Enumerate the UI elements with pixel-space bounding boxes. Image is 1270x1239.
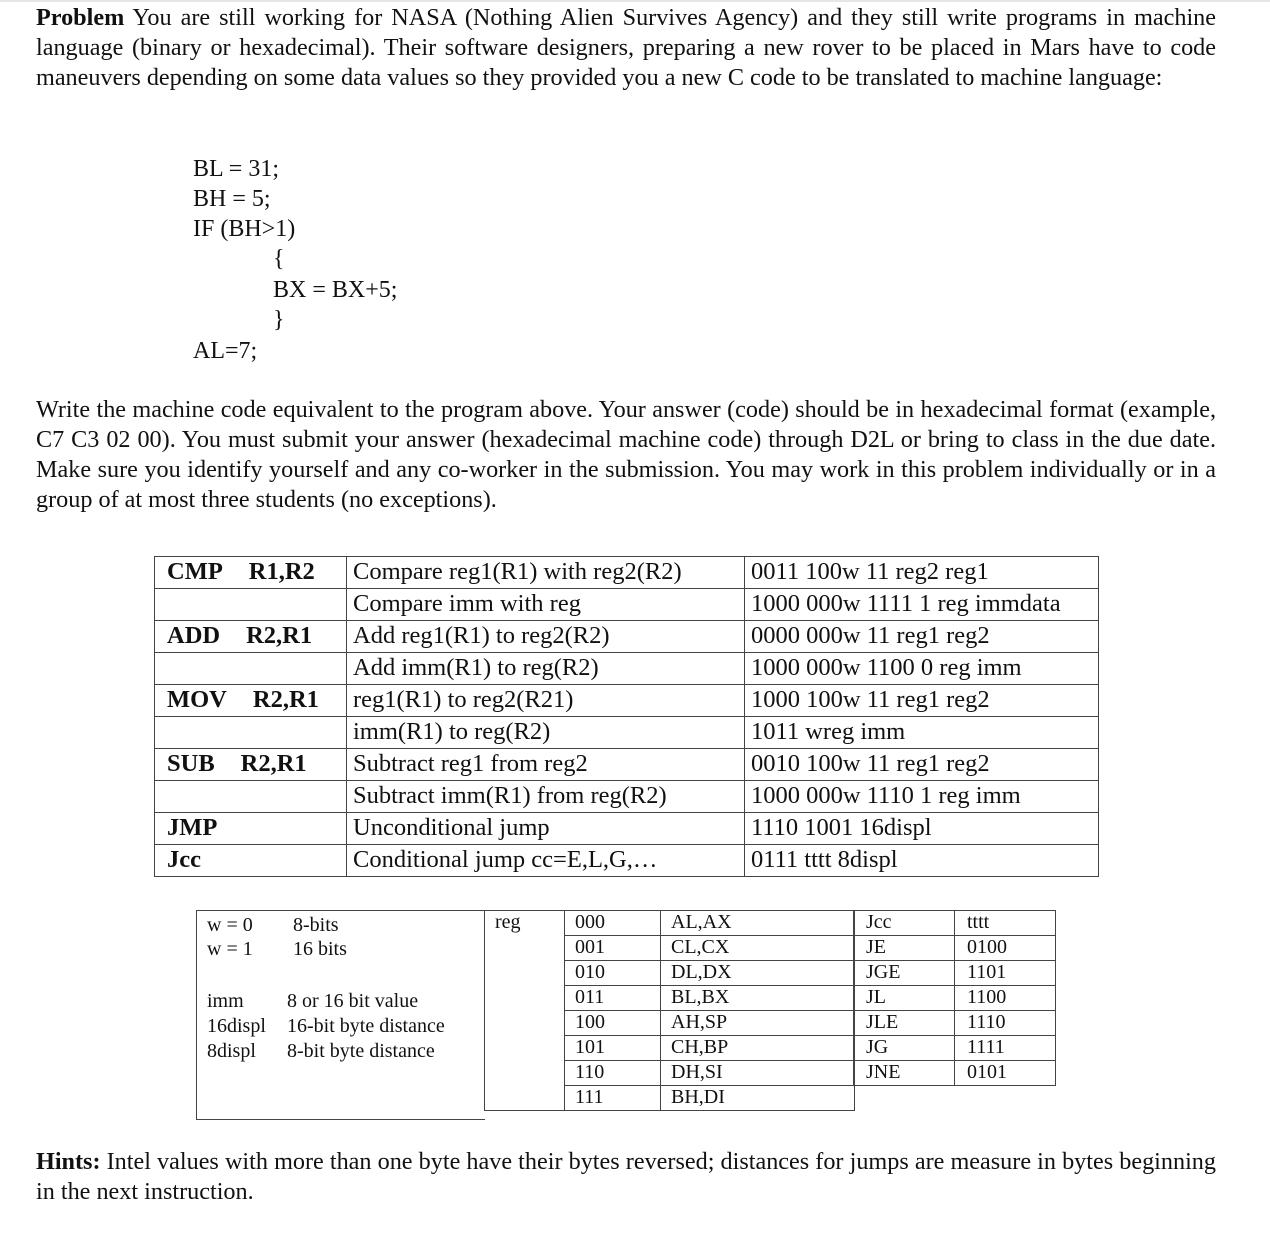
instruction-table (154, 556, 1099, 877)
register-code: 110 (565, 1061, 661, 1086)
instruction-operands: R2,R1 (246, 622, 313, 649)
instruction-mnemonic: MOV (167, 686, 227, 713)
legend-key: w = 1 (207, 938, 253, 960)
register-header-cell (485, 961, 565, 986)
instruction-mnemonic-cell (155, 589, 347, 621)
condition-mnemonic: Jcc (854, 911, 955, 936)
instruction-encoding: 1000 000w 1100 0 reg imm (745, 653, 1099, 685)
register-header-cell (485, 1011, 565, 1036)
instruction-encoding: 1000 000w 1110 1 reg imm (745, 781, 1099, 813)
instruction-description: Add imm(R1) to reg(R2) (347, 653, 745, 685)
instruction-mnemonic-cell (155, 621, 347, 653)
instruction-mnemonic: ADD (167, 622, 221, 649)
instruction-row (155, 589, 1099, 621)
code-line-5: BX = BX+5; (273, 277, 398, 303)
instruction-description: reg1(R1) to reg2(R21) (347, 685, 745, 717)
condition-mnemonic: JG (854, 1036, 955, 1061)
hints-label: Hints: (36, 1148, 101, 1175)
legend-value: 8-bit byte distance (287, 1040, 435, 1062)
register-code: 001 (565, 936, 661, 961)
instruction-mnemonic-cell (155, 845, 347, 877)
instruction-description: Subtract reg1 from reg2 (347, 749, 745, 781)
register-row (485, 1086, 855, 1111)
instruction-operands: R2,R1 (240, 750, 307, 777)
register-row (485, 961, 855, 986)
instruction-encoding: 1011 wreg imm (745, 717, 1099, 749)
instruction-row (155, 557, 1099, 589)
instruction-encoding: 0011 100w 11 reg2 reg1 (745, 557, 1099, 589)
condition-row (854, 911, 1056, 936)
register-code: 011 (565, 986, 661, 1011)
condition-row (854, 986, 1056, 1011)
instruction-mnemonic: CMP (167, 558, 223, 585)
problem-paragraph (36, 3, 1216, 93)
instruction-row (155, 717, 1099, 749)
condition-mnemonic: JNE (854, 1061, 955, 1086)
condition-bits: 0100 (955, 936, 1056, 961)
instruction-row (155, 653, 1099, 685)
legend-key: 8displ (207, 1040, 256, 1062)
condition-row (854, 1036, 1056, 1061)
register-names: CH,BP (661, 1036, 855, 1061)
code-line-3: IF (BH>1) (193, 216, 296, 242)
legend-value: 8 or 16 bit value (287, 990, 419, 1012)
code-line-2: BH = 5; (193, 186, 271, 212)
legend-value: 16-bit byte distance (287, 1015, 445, 1037)
problem-intro-text: You are still working for NASA (Nothing Alien Survives Agency) and they still write programs in machine language (binary or hexadecimal). Their software designers, preparing a new rover to be placed in Mars have to code maneuvers depending on some data values so they provided you a new C code to be translated to machine language: (36, 4, 1216, 91)
register-row (485, 986, 855, 1011)
instruction-mnemonic-cell (155, 653, 347, 685)
register-code: 010 (565, 961, 661, 986)
register-names: BH,DI (661, 1086, 855, 1111)
legend-value: 8-bits (293, 914, 339, 936)
condition-row (854, 1011, 1056, 1036)
register-row (485, 1036, 855, 1061)
register-code: 100 (565, 1011, 661, 1036)
register-row (485, 1061, 855, 1086)
register-names: AH,SP (661, 1011, 855, 1036)
register-names: AL,AX (661, 911, 855, 936)
instruction-row (155, 845, 1099, 877)
instruction-encoding: 1110 1001 16displ (745, 813, 1099, 845)
register-header-cell (485, 936, 565, 961)
problem-label: Problem (36, 4, 125, 31)
register-header-cell: reg (485, 911, 565, 936)
register-code: 101 (565, 1036, 661, 1061)
condition-row (854, 936, 1056, 961)
instruction-mnemonic: SUB (167, 750, 215, 777)
instruction-encoding: 1000 000w 1111 1 reg immdata (745, 589, 1099, 621)
instruction-description: Compare imm with reg (347, 589, 745, 621)
instruction-row (155, 749, 1099, 781)
register-names: BL,BX (661, 986, 855, 1011)
encoding-legend (196, 910, 485, 1120)
instruction-mnemonic-cell (155, 781, 347, 813)
register-names: DL,DX (661, 961, 855, 986)
instruction-row (155, 781, 1099, 813)
condition-mnemonic: JE (854, 936, 955, 961)
condition-row (854, 961, 1056, 986)
condition-bits: 1110 (955, 1011, 1056, 1036)
register-names: DH,SI (661, 1061, 855, 1086)
instruction-description: Compare reg1(R1) with reg2(R2) (347, 557, 745, 589)
instruction-encoding: 0111 tttt 8displ (745, 845, 1099, 877)
instruction-operands: R2,R1 (252, 686, 319, 713)
instruction-description: imm(R1) to reg(R2) (347, 717, 745, 749)
condition-bits: 1101 (955, 961, 1056, 986)
condition-bits: tttt (955, 911, 1056, 936)
condition-code-table (853, 910, 1056, 1086)
register-row (485, 936, 855, 961)
instruction-mnemonic: Jcc (167, 846, 201, 873)
instruction-mnemonic-cell (155, 557, 347, 589)
register-code-table (484, 910, 855, 1111)
register-header-cell (485, 1036, 565, 1061)
code-line-4: { (273, 246, 285, 272)
register-header-cell (485, 1086, 565, 1111)
instruction-description: Conditional jump cc=E,L,G,… (347, 845, 745, 877)
instruction-mnemonic-cell (155, 813, 347, 845)
register-names: CL,CX (661, 936, 855, 961)
register-header-cell (485, 986, 565, 1011)
condition-row (854, 1061, 1056, 1086)
legend-key: 16displ (207, 1015, 266, 1037)
instruction-row (155, 685, 1099, 717)
top-rule (0, 0, 1270, 2)
legend-key: imm (207, 990, 244, 1012)
instruction-operands: R1,R2 (248, 558, 315, 585)
legend-value: 16 bits (293, 938, 347, 960)
instruction-mnemonic: JMP (167, 814, 218, 841)
register-row (485, 911, 855, 936)
code-line-1: BL = 31; (193, 156, 279, 182)
instruction-encoding: 1000 100w 11 reg1 reg2 (745, 685, 1099, 717)
task-paragraph: Write the machine code equivalent to the program above. Your answer (code) should be in hexadecimal format (example, C7 C3 02 00). You must submit your answer (hexadecimal machine code) through D2L or bring to class in the due date. Make sure you identify yourself and any co-worker in the submission. You may work in this problem individually or in a group of at most three students (no exceptions). (36, 396, 1216, 513)
instruction-row (155, 813, 1099, 845)
hints-text: Intel values with more than one byte have their bytes reversed; distances for jumps are measure in bytes beginning in the next instruction. (36, 1148, 1216, 1205)
instruction-mnemonic-cell (155, 685, 347, 717)
register-row (485, 1011, 855, 1036)
condition-bits: 0101 (955, 1061, 1056, 1086)
condition-mnemonic: JL (854, 986, 955, 1011)
instruction-encoding: 0010 100w 11 reg1 reg2 (745, 749, 1099, 781)
instruction-row (155, 621, 1099, 653)
register-code: 111 (565, 1086, 661, 1111)
condition-bits: 1100 (955, 986, 1056, 1011)
register-header-cell (485, 1061, 565, 1086)
hints-paragraph (36, 1147, 1216, 1207)
instruction-mnemonic-cell (155, 717, 347, 749)
condition-mnemonic: JLE (854, 1011, 955, 1036)
register-code: 000 (565, 911, 661, 936)
code-line-7: AL=7; (193, 338, 258, 364)
legend-key: w = 0 (207, 914, 253, 936)
instruction-encoding: 0000 000w 11 reg1 reg2 (745, 621, 1099, 653)
instruction-description: Add reg1(R1) to reg2(R2) (347, 621, 745, 653)
condition-bits: 1111 (955, 1036, 1056, 1061)
condition-mnemonic: JGE (854, 961, 955, 986)
code-line-6: } (273, 307, 285, 333)
instruction-mnemonic-cell (155, 749, 347, 781)
instruction-description: Subtract imm(R1) from reg(R2) (347, 781, 745, 813)
instruction-description: Unconditional jump (347, 813, 745, 845)
